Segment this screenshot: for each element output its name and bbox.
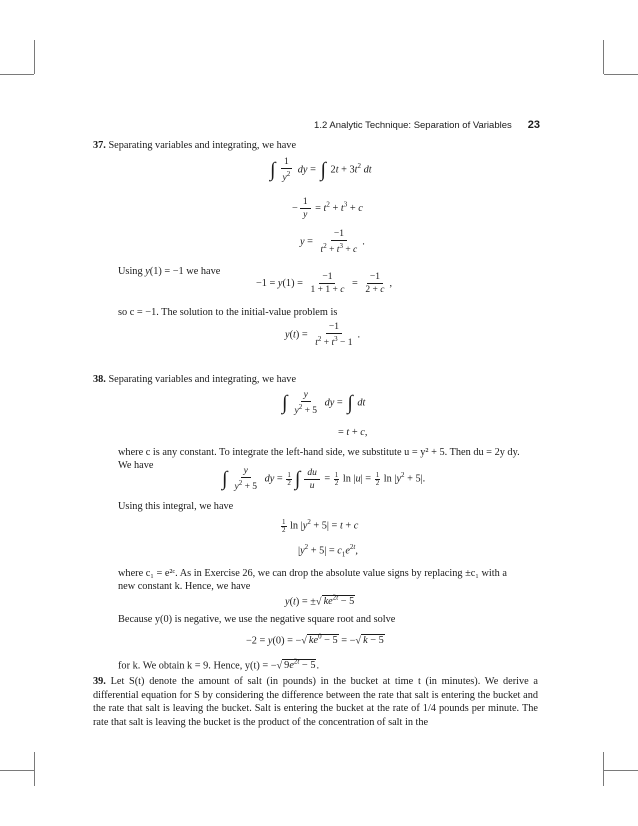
- crop-mark: [0, 74, 34, 75]
- crop-mark: [34, 40, 35, 74]
- paragraph: We have: [118, 460, 154, 471]
- running-head: [300, 119, 540, 131]
- crop-mark: [604, 74, 638, 75]
- equation: ∫ $\frac{y}{y^2 + 5}$ dy = $\frac{1}{2}$ ∫ $\frac{du}{u}$ = $\frac{1}{2}$ ln |u| = $\frac{1}{2}$ $\ln |y^2 + 5|$.: [222, 466, 426, 493]
- paragraph: Using this integral, we have: [118, 501, 234, 512]
- paragraph: so c = −1. The solution to the initial-value problem is: [118, 307, 338, 318]
- equation: − $\frac{1}{y}$ = $t^2 + t^3 + c$: [292, 197, 363, 220]
- page-number: 23: [527, 119, 540, 131]
- exercise-37-intro: [93, 139, 296, 153]
- equation: −1 = y(1) = $\frac{-1}{1 + 1 + c}$ = $\frac{-1}{2 + c}$ ,: [256, 272, 393, 295]
- running-head-title: 1.2 Analytic Technique: Separation of Variables: [314, 120, 512, 131]
- paragraph: Using y(1) = −1 we have: [118, 266, 221, 277]
- equation: y = $\frac{-1}{t^2 + t^3 + c}$ .: [300, 229, 365, 256]
- equation: ∫ $\frac{y}{y^2 + 5}$ dy = ∫ dt: [282, 390, 366, 417]
- equation: y(t) = ±√ $ke^{2t} - 5$: [285, 594, 355, 608]
- paragraph: where c is any constant. To integrate the left-hand side, we substitute u = y² + 5. Then du = 2y dy.: [118, 447, 520, 458]
- crop-mark: [604, 770, 638, 771]
- paragraph: new constant k. Hence, we have: [118, 581, 251, 592]
- equation: $\frac{1}{2}$ $\ln |y^2 + 5| = t + c$: [282, 517, 359, 534]
- paragraph-text: Using: [118, 266, 143, 277]
- paragraph-text: for k. We obtain k = 9. Hence, y(t) = −: [118, 660, 277, 672]
- crop-mark: [603, 40, 604, 74]
- paragraph-text: we have: [186, 266, 221, 277]
- paragraph-text: Let S(t) denote the amount of salt (in pounds) in the bucket at time t (in minutes). We derive a differential equation for S by considering the difference between the rate that salt is entering the bucket and the rate that salt is leaving the bucket. Salt is entering the bucket at the rate of 1/4 pounds per minute. The rate that salt is leaving the bucket is the product of the concentration of salt in the: [93, 676, 538, 728]
- crop-mark: [603, 752, 604, 786]
- equation: $|y^2 + 5| = c_1e^{2t}$,: [298, 543, 358, 559]
- paragraph: for k. We obtain k = 9. Hence, y(t) = −√ $9e^{2t} - 5$.: [118, 658, 320, 672]
- equation: y(t) = $\frac{-1}{t^2 + t^3 - 1}$ .: [285, 322, 361, 349]
- crop-mark: [34, 752, 35, 786]
- exercise-number: 38.: [93, 374, 106, 385]
- paragraph-text: Separating variables and integrating, we have: [108, 140, 297, 151]
- paragraph: where c₁ = e²ᶜ. As in Exercise 26, we can drop the absolute value signs by replacing ±c₁ with a: [118, 568, 507, 579]
- exercise-38-intro: [93, 373, 296, 387]
- crop-mark: [0, 770, 34, 771]
- equation: ∫ $\frac{1}{y^2}$ dy = ∫ $2t + 3t^2$ dt: [270, 157, 372, 184]
- equation: = t + c,: [338, 427, 368, 438]
- equation: −2 = y(0) = −√ $ke^0 - 5$ = −√ k − 5: [246, 633, 384, 647]
- exercise-number: 37.: [93, 140, 106, 151]
- exercise-number: 39.: [93, 676, 106, 687]
- exercise-39: [93, 675, 538, 729]
- paragraph-text: Separating variables and integrating, we have: [108, 374, 297, 385]
- paragraph: Because y(0) is negative, we use the negative square root and solve: [118, 614, 396, 625]
